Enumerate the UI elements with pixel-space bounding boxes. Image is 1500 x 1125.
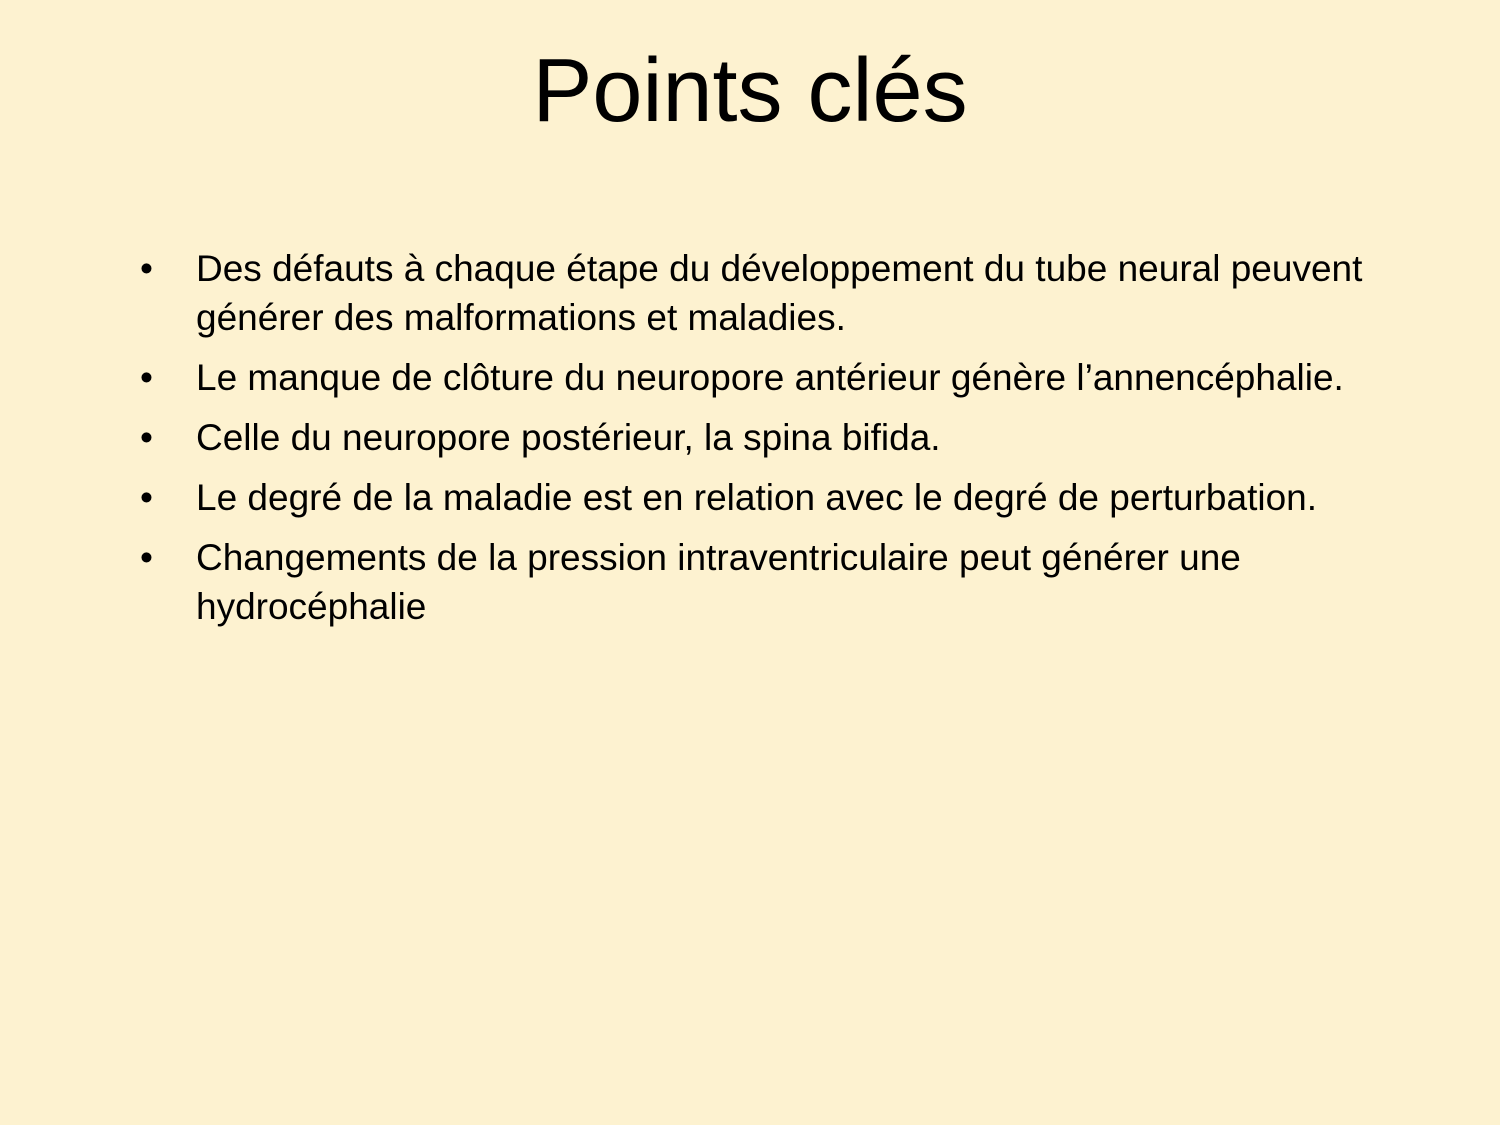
bullet-marker: • [140, 477, 153, 518]
bullet-item [140, 413, 1400, 462]
bullet-marker: • [140, 417, 153, 458]
bullet-item [140, 353, 1400, 402]
bullet-item [140, 473, 1400, 522]
bullet-marker: • [140, 537, 153, 578]
bullet-item [140, 244, 1400, 342]
bullet-list [140, 244, 1400, 642]
bullet-item [140, 533, 1400, 631]
bullet-marker: • [140, 248, 153, 289]
bullet-marker: • [140, 357, 153, 398]
slide-title: Points clés [532, 41, 968, 141]
bullet-text: Le manque de clôture du neuropore antérieur génère l’annencéphalie. [196, 357, 1344, 398]
bullet-text: Des défauts à chaque étape du développement du tube neural peuvent générer des malformations et maladies. [196, 248, 1363, 338]
bullet-text: Celle du neuropore postérieur, la spina bifida. [196, 417, 941, 458]
bullet-text: Le degré de la maladie est en relation avec le degré de perturbation. [196, 477, 1318, 518]
bullet-text: Changements de la pression intraventriculaire peut générer une hydrocéphalie [196, 537, 1241, 627]
